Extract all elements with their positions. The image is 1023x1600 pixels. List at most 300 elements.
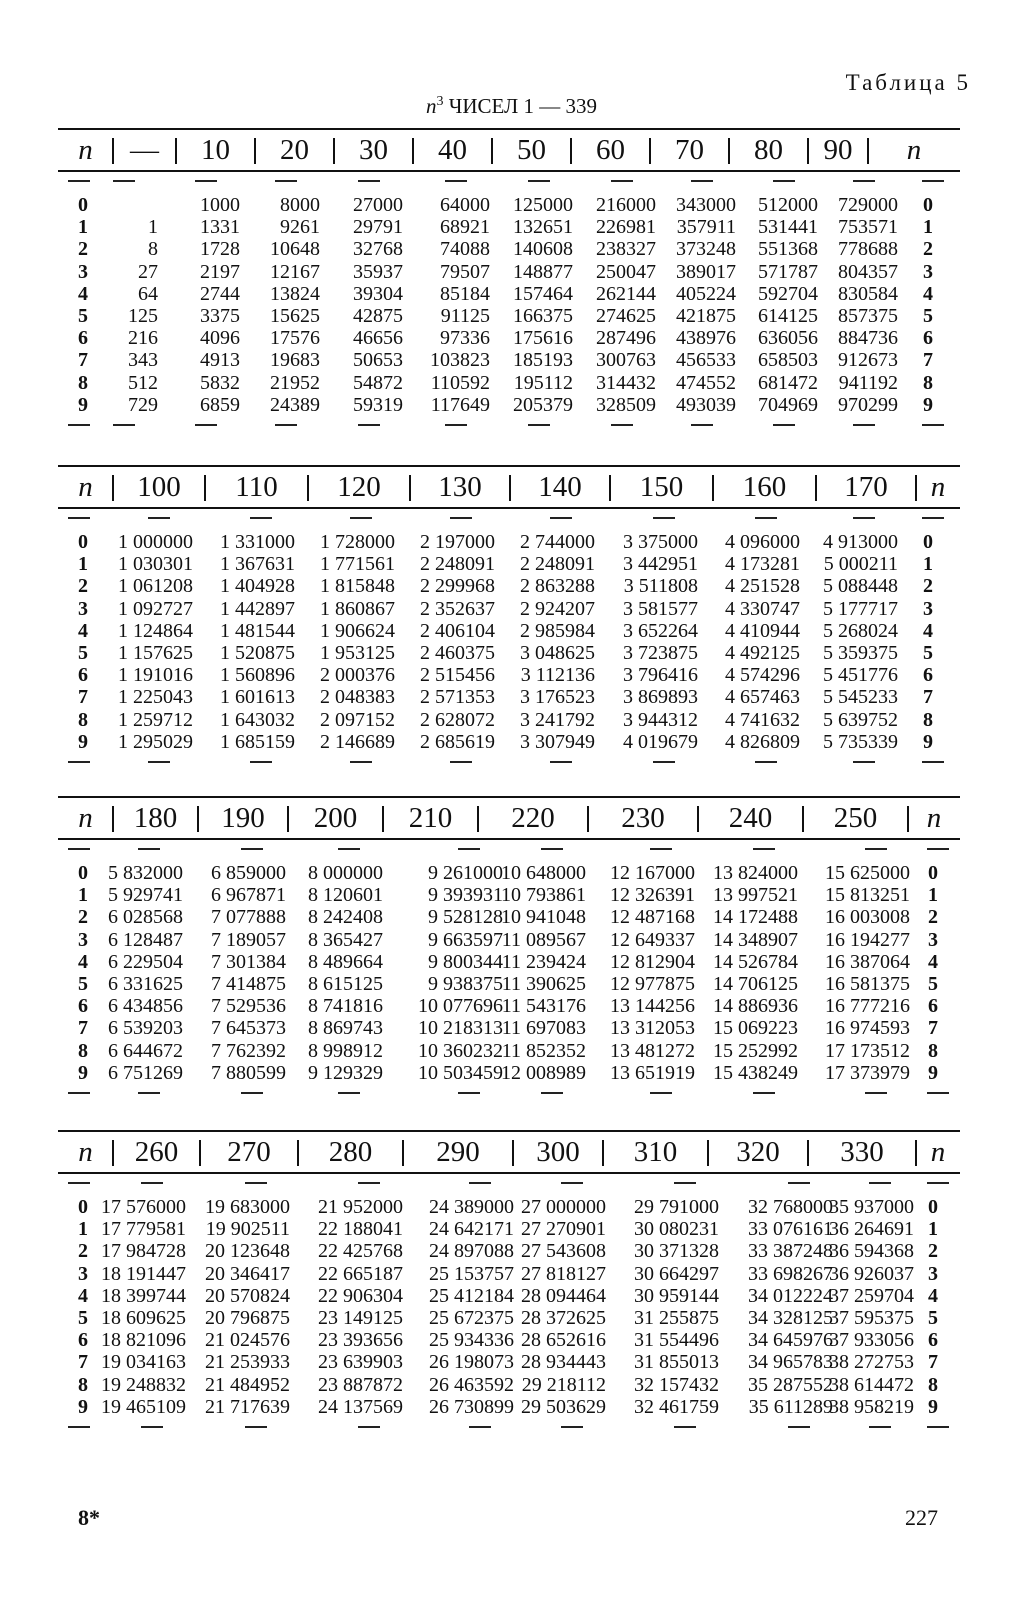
header-cell: 230 [621,802,665,834]
cube-value: 29 791000 [634,1196,719,1218]
row-index-left: 4 [78,950,88,973]
row-index-right: 3 [923,597,933,620]
dash-mark [141,1426,163,1428]
header-cell: 220 [511,802,555,834]
cube-value: 185193 [513,349,573,372]
dash-mark [869,1182,891,1184]
header-n-right: n [906,134,922,166]
header-cell: 140 [538,471,582,503]
cube-value: 50653 [353,349,403,372]
cube-value: 37 933056 [829,1329,914,1352]
cube-value: 1 601613 [220,686,295,709]
cube-value: 34 328125 [748,1306,833,1329]
dash-mark [350,761,372,763]
row-index-left: 6 [78,1329,88,1352]
cube-value: 421875 [676,304,736,327]
cube-value: 23 887872 [318,1373,403,1396]
dash-mark [773,180,795,182]
cube-value: 7 645373 [211,1017,286,1040]
cube-value: 5832 [200,371,240,394]
header-separator [907,806,909,832]
cube-value: 3 048625 [520,641,595,664]
cube-table-4 [58,1130,960,1440]
header-cell: 20 [280,134,309,166]
cube-value: 91125 [440,304,490,327]
header-n-right: n [930,1136,946,1168]
cube-value: 148877 [513,260,573,283]
header-separator [570,138,572,164]
cube-value: 1 520875 [220,641,295,664]
row-index-right: 1 [923,216,933,239]
cube-value: 20 570824 [205,1284,290,1307]
cube-value: 16 387064 [825,950,910,973]
table-row [58,951,960,973]
cube-value: 4 410944 [725,619,800,642]
cube-value: 24 137569 [318,1395,403,1418]
cube-value: 33 698267 [748,1262,833,1285]
cube-value: 753571 [838,216,898,239]
dash-mark [350,517,372,519]
row-index-right: 6 [923,664,933,687]
table-row [58,906,960,928]
header-separator [402,1140,404,1166]
header-separator [802,806,804,832]
header-cell: 60 [596,134,625,166]
dash-row-top [58,172,960,194]
cube-value: 19 248832 [101,1373,186,1396]
row-index-right: 0 [923,194,933,216]
cube-value: 531441 [758,216,818,239]
table-row [58,1218,960,1240]
cube-value: 4 492125 [725,641,800,664]
cube-value: 140608 [513,238,573,261]
cube-value: 125000 [513,194,573,216]
row-index-left: 1 [78,884,88,907]
table-header [58,128,960,172]
cube-value: 6 028568 [108,906,183,929]
cube-value: 4 251528 [725,575,800,598]
cube-value: 300763 [596,349,656,372]
table-number-label: Таблица 5 [845,70,971,95]
row-index-right: 7 [928,1351,938,1374]
dash-mark [138,1092,160,1094]
row-index-right: 5 [928,972,938,995]
cube-value: 5 177717 [823,597,898,620]
cube-value: 7 529536 [211,995,286,1018]
cube-table-3 [58,796,960,1106]
table-row [58,261,960,283]
cube-value: 2 406104 [420,619,495,642]
header-cell: 150 [639,471,684,503]
dash-mark [68,180,90,182]
dash-mark [245,1182,267,1184]
header-cell: 280 [328,1136,373,1168]
cube-value: 29 503629 [521,1395,606,1418]
dash-mark [445,180,467,182]
cube-value: 6 229504 [108,950,183,973]
header-cell: 300 [536,1136,580,1168]
cube-value: 3 796416 [623,664,698,687]
row-index-left: 8 [78,371,88,394]
cube-value: 27 818127 [521,1262,606,1285]
title-exponent: 3 [436,94,444,109]
cube-value: 857375 [838,304,898,327]
cube-value: 12167 [270,260,320,283]
row-index-right: 7 [928,1017,938,1040]
cube-value: 571787 [758,260,818,283]
cube-value: 1728 [200,238,240,261]
header-cell: 330 [840,1136,884,1168]
cube-value: 21 952000 [318,1196,403,1218]
dash-mark [241,848,263,850]
dash-row-top [58,840,960,862]
header-cell: 100 [137,471,181,503]
row-index-left: 9 [78,1061,88,1084]
cube-value: 704969 [758,393,818,416]
table-row [58,372,960,394]
cube-value: 11 089567 [501,928,586,951]
header-cell: 210 [408,802,453,834]
row-index-left: 5 [78,972,88,995]
cube-value: 3 307949 [520,730,595,753]
cube-value: 1 [148,216,158,239]
header-cell: 290 [436,1136,480,1168]
cube-value: 328509 [596,393,656,416]
row-index-left: 0 [78,194,88,216]
dash-mark [358,180,380,182]
row-index-left: 3 [78,260,88,283]
row-index-left: 3 [78,597,88,620]
cube-value: 9 261000 [428,862,503,884]
table-row [58,394,960,416]
cube-value: 10 793861 [501,884,586,907]
cube-value: 8 615125 [308,972,383,995]
table-row [58,664,960,686]
table-row [58,709,960,731]
cube-value: 20 796875 [205,1306,290,1329]
row-index-left: 3 [78,928,88,951]
header-cell: 40 [438,134,467,166]
cube-value: 8 120601 [308,884,383,907]
dash-row-top [58,509,960,531]
dash-mark [528,424,550,426]
cube-value: 1 124864 [118,619,193,642]
cube-value: 6 751269 [108,1061,183,1084]
cube-value: 17 576000 [101,1196,186,1218]
dash-mark [68,517,90,519]
cube-value: 36 264691 [829,1218,914,1241]
cube-value: 19 683000 [205,1196,290,1218]
cube-value: 12 812904 [610,950,695,973]
cube-value: 16 194277 [825,928,910,951]
cube-value: 11 239424 [501,950,586,973]
table-row [58,686,960,708]
dash-mark [195,424,217,426]
cube-value: 10 360232 [418,1039,503,1062]
cube-value: 8 000000 [308,862,383,884]
cube-value: 4 096000 [725,531,800,553]
cube-value: 19683 [270,349,320,372]
dash-mark [550,517,572,519]
cube-value: 4 019679 [623,730,698,753]
cube-value: 27 543608 [521,1240,606,1263]
cube-value: 13 997521 [713,884,798,907]
dash-mark [753,1092,775,1094]
dash-mark [458,1092,480,1094]
cube-value: 3 375000 [623,531,698,553]
cube-value: 29 218112 [521,1373,606,1396]
row-index-right: 5 [923,641,933,664]
dash-mark [865,1092,887,1094]
dash-mark [611,180,633,182]
cube-value: 11 852352 [501,1039,586,1062]
cube-value: 15 069223 [713,1017,798,1040]
cube-value: 2 248091 [520,553,595,576]
row-index-left: 8 [78,1039,88,1062]
row-index-left: 7 [78,686,88,709]
table-row [58,1285,960,1307]
cube-value: 1 000000 [118,531,193,553]
cube-value: 1 030301 [118,553,193,576]
row-index-right: 4 [923,282,933,305]
dash-mark [195,180,217,182]
title-text: ЧИСЕЛ 1 — 339 [443,94,598,118]
cube-value: 2 515456 [420,664,495,687]
row-index-right: 9 [923,393,933,416]
cube-value: 9261 [280,216,320,239]
header-cell: 270 [227,1136,271,1168]
table-row [58,642,960,664]
dash-mark [650,848,672,850]
cube-value: 274625 [596,304,656,327]
table-row [58,305,960,327]
cube-value: 287496 [596,327,656,350]
cube-value: 28 652616 [521,1329,606,1352]
row-index-right: 2 [928,1240,938,1263]
table-row [58,194,960,216]
cube-value: 636056 [758,327,818,350]
cube-value: 24 389000 [429,1196,514,1218]
row-index-right: 0 [928,1196,938,1218]
cube-value: 20 346417 [205,1262,290,1285]
cube-value: 30 080231 [634,1218,719,1241]
row-index-right: 9 [923,730,933,753]
cube-value: 16 581375 [825,972,910,995]
row-index-left: 8 [78,708,88,731]
cube-value: 3375 [200,304,240,327]
cube-value: 27000 [353,194,403,216]
row-index-right: 6 [928,1329,938,1352]
cube-value: 7 414875 [211,972,286,995]
cube-value: 17 373979 [825,1061,910,1084]
header-separator [112,138,114,164]
title-variable: n [425,94,437,118]
cube-value: 1 404928 [220,575,295,598]
cube-value: 10 077696 [418,995,503,1018]
header-cell: 130 [438,471,482,503]
header-separator [112,1140,114,1166]
row-index-left: 5 [78,1306,88,1329]
cube-value: 9 938375 [428,972,503,995]
table-row [58,1062,960,1084]
cube-value: 16 003008 [825,906,910,929]
cube-value: 17576 [270,327,320,350]
cube-value: 3 581577 [623,597,698,620]
cube-value: 216 [128,327,158,350]
dash-mark [250,761,272,763]
dash-row-bottom [58,753,960,775]
cube-value: 4 330747 [725,597,800,620]
cube-value: 19 902511 [205,1218,290,1241]
cube-value: 24 897088 [429,1240,514,1263]
row-index-right: 4 [923,619,933,642]
cube-value: 59319 [353,393,403,416]
cube-value: 103823 [430,349,490,372]
header-separator [602,1140,604,1166]
cube-value: 17 173512 [825,1039,910,1062]
cube-value: 25 412184 [429,1284,514,1307]
cube-value: 2 685619 [420,730,495,753]
row-index-left: 5 [78,304,88,327]
cube-value: 6 967871 [211,884,286,907]
row-index-left: 6 [78,664,88,687]
dash-mark [68,424,90,426]
dash-mark [250,517,272,519]
row-index-right: 2 [923,238,933,261]
row-index-left: 6 [78,995,88,1018]
dash-mark [541,848,563,850]
cube-value: 10 218313 [418,1017,503,1040]
row-index-left: 1 [78,553,88,576]
cube-value: 13824 [270,282,320,305]
cube-value: 2197 [200,260,240,283]
cube-value: 2 048383 [320,686,395,709]
cube-value: 132651 [513,216,573,239]
cube-value: 26 463592 [429,1373,514,1396]
header-separator [297,1140,299,1166]
table-header [58,465,960,509]
dash-row-bottom [58,1084,960,1106]
cube-value: 3 112136 [520,664,595,687]
dash-mark [927,848,949,850]
cube-value: 10 503459 [418,1061,503,1084]
cube-value: 7 189057 [211,928,286,951]
footer-signature-mark: 8* [78,1505,100,1530]
header-n-left: n [78,471,93,503]
cube-value: 38 614472 [829,1373,914,1396]
cube-value: 1 771561 [320,553,395,576]
row-index-right: 1 [923,553,933,576]
cube-value: 39304 [353,282,403,305]
cube-value: 3 723875 [623,641,698,664]
cube-value: 5 545233 [823,686,898,709]
row-index-left: 1 [78,216,88,239]
table-row [58,1017,960,1039]
cube-value: 13 144256 [610,995,695,1018]
row-index-right: 1 [928,1218,938,1241]
cube-value: 2 248091 [420,553,495,576]
table-row [58,1307,960,1329]
dash-mark [469,1182,491,1184]
cube-value: 1 860867 [320,597,395,620]
cube-value: 9 528128 [428,906,503,929]
header-cell: 80 [754,134,783,166]
cube-value: 21 024576 [205,1329,290,1352]
header-cell: 180 [133,802,178,834]
cube-value: 681472 [758,371,818,394]
cube-value: 32 157432 [634,1373,719,1396]
header-separator [197,806,199,832]
table-row [58,995,960,1017]
row-index-right: 9 [928,1395,938,1418]
table-row [58,553,960,575]
cube-value: 5 735339 [823,730,898,753]
dash-mark [68,1092,90,1094]
header-cell: — [130,134,159,166]
cube-value: 941192 [838,371,898,394]
dash-mark [853,424,875,426]
header-n-left: n [78,802,93,834]
cube-value: 6 128487 [108,928,183,951]
cube-value: 1000 [200,194,240,216]
cube-value: 21952 [270,371,320,394]
header-separator [307,475,309,501]
dash-mark [68,1182,90,1184]
dash-mark [113,424,135,426]
header-cell: 70 [675,134,704,166]
row-index-left: 2 [78,575,88,598]
row-index-right: 6 [928,995,938,1018]
dash-mark [148,517,170,519]
cube-value: 512000 [758,194,818,216]
cube-value: 729000 [838,194,898,216]
cube-value: 592704 [758,282,818,305]
table-body [58,531,960,753]
cube-value: 11 697083 [501,1017,586,1040]
cube-value: 13 481272 [610,1039,695,1062]
row-index-right: 4 [928,1284,938,1307]
row-index-right: 5 [923,304,933,327]
cube-value: 24 642171 [429,1218,514,1241]
cube-value: 8 998912 [308,1039,383,1062]
cube-value: 5 000211 [823,553,898,576]
cube-value: 6 859000 [211,862,286,884]
cube-value: 19 465109 [101,1395,186,1418]
cube-value: 262144 [596,282,656,305]
cube-value: 1 331000 [220,531,295,553]
cube-value: 205379 [513,393,573,416]
dash-mark [358,1426,380,1428]
cube-value: 28 094464 [521,1284,606,1307]
row-index-right: 8 [928,1373,938,1396]
cube-value: 226981 [596,216,656,239]
cube-value: 18 399744 [101,1284,186,1307]
table-row [58,283,960,305]
cube-value: 216000 [596,194,656,216]
cube-value: 3 442951 [623,553,698,576]
cube-table-2 [58,465,960,775]
header-separator [287,806,289,832]
cube-value: 25 934336 [429,1329,514,1352]
cube-value: 884736 [838,327,898,350]
header-cell: 160 [742,471,787,503]
cube-value: 830584 [838,282,898,305]
cube-value: 9 663597 [428,928,503,951]
dash-mark [450,517,472,519]
header-separator [512,1140,514,1166]
header-cell: 90 [823,134,853,166]
cube-value: 2 744000 [520,531,595,553]
